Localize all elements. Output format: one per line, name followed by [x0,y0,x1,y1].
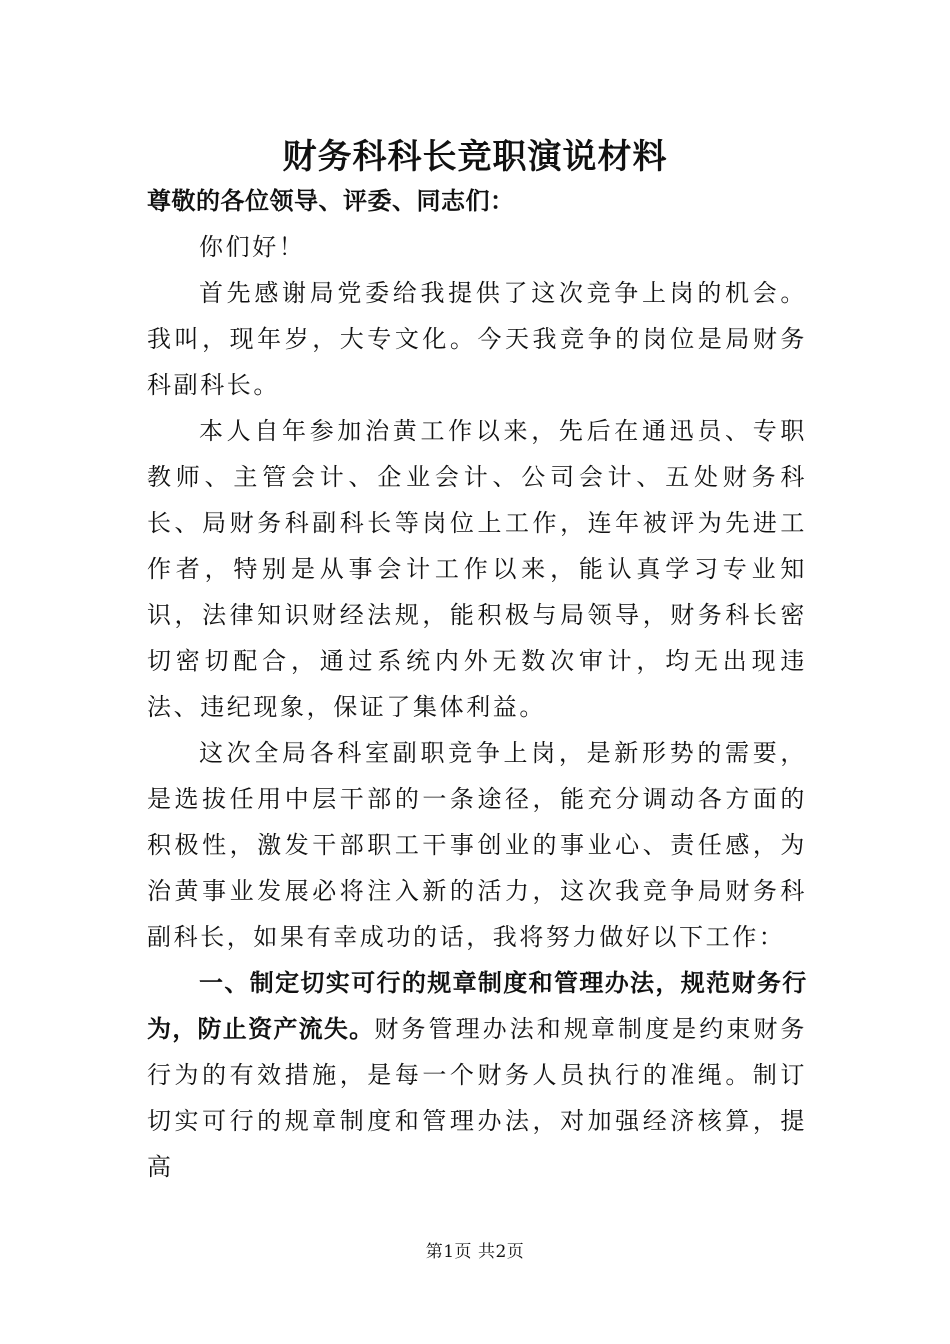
section-1-heading: 一、制定切实可行的规章制度和管理办法，规范财务行为，防止资产流失。 [147,968,807,1043]
paragraph-experience: 本人自年参加治黄工作以来，先后在通迅员、专职教师、主管会计、企业会计、公司会计、五处财务科长、局财务科副科长等岗位上工作，连年被评为先进工作者，特别是从事会计工作以来，能认真学习专业知识，法律知识财经法规，能积极与局领导，财务科长密切密切配合，通过系统内外无数次审计，均无出现违法、违纪现象，保证了集体利益。 [147,417,807,721]
section-1-text: 财务管理办法和规章制度是约束财务行为的有效措施，是每一个财务人员执行的准绳。制订切实可行的规章制度和管理办法，对加强经济核算，提高 [147,1015,807,1181]
greeting: 你们好！ [199,233,306,261]
document-body [147,178,807,1190]
page-number: 第1页 共2页 [425,1242,525,1262]
salutation: 尊敬的各位领导、评委、同志们： [147,186,515,215]
document-title: 财务科科长竞职演说材料 [282,137,668,177]
paragraph-section-1 [147,960,807,1190]
paragraph-intro: 首先感谢局党委给我提供了这次竞争上岗的机会。我叫，现年岁，大专文化。今天我竞争的岗位是局财务科副科长。 [147,279,807,399]
paragraph-purpose: 这次全局各科室副职竞争上岗，是新形势的需要，是选拔任用中层干部的一条途径，能充分调动各方面的积极性，激发干部职工干事创业的事业心、责任感，为治黄事业发展必将注入新的活力，这次我竞争局财务科副科长，如果有幸成功的话，我将努力做好以下工作： [147,739,807,951]
